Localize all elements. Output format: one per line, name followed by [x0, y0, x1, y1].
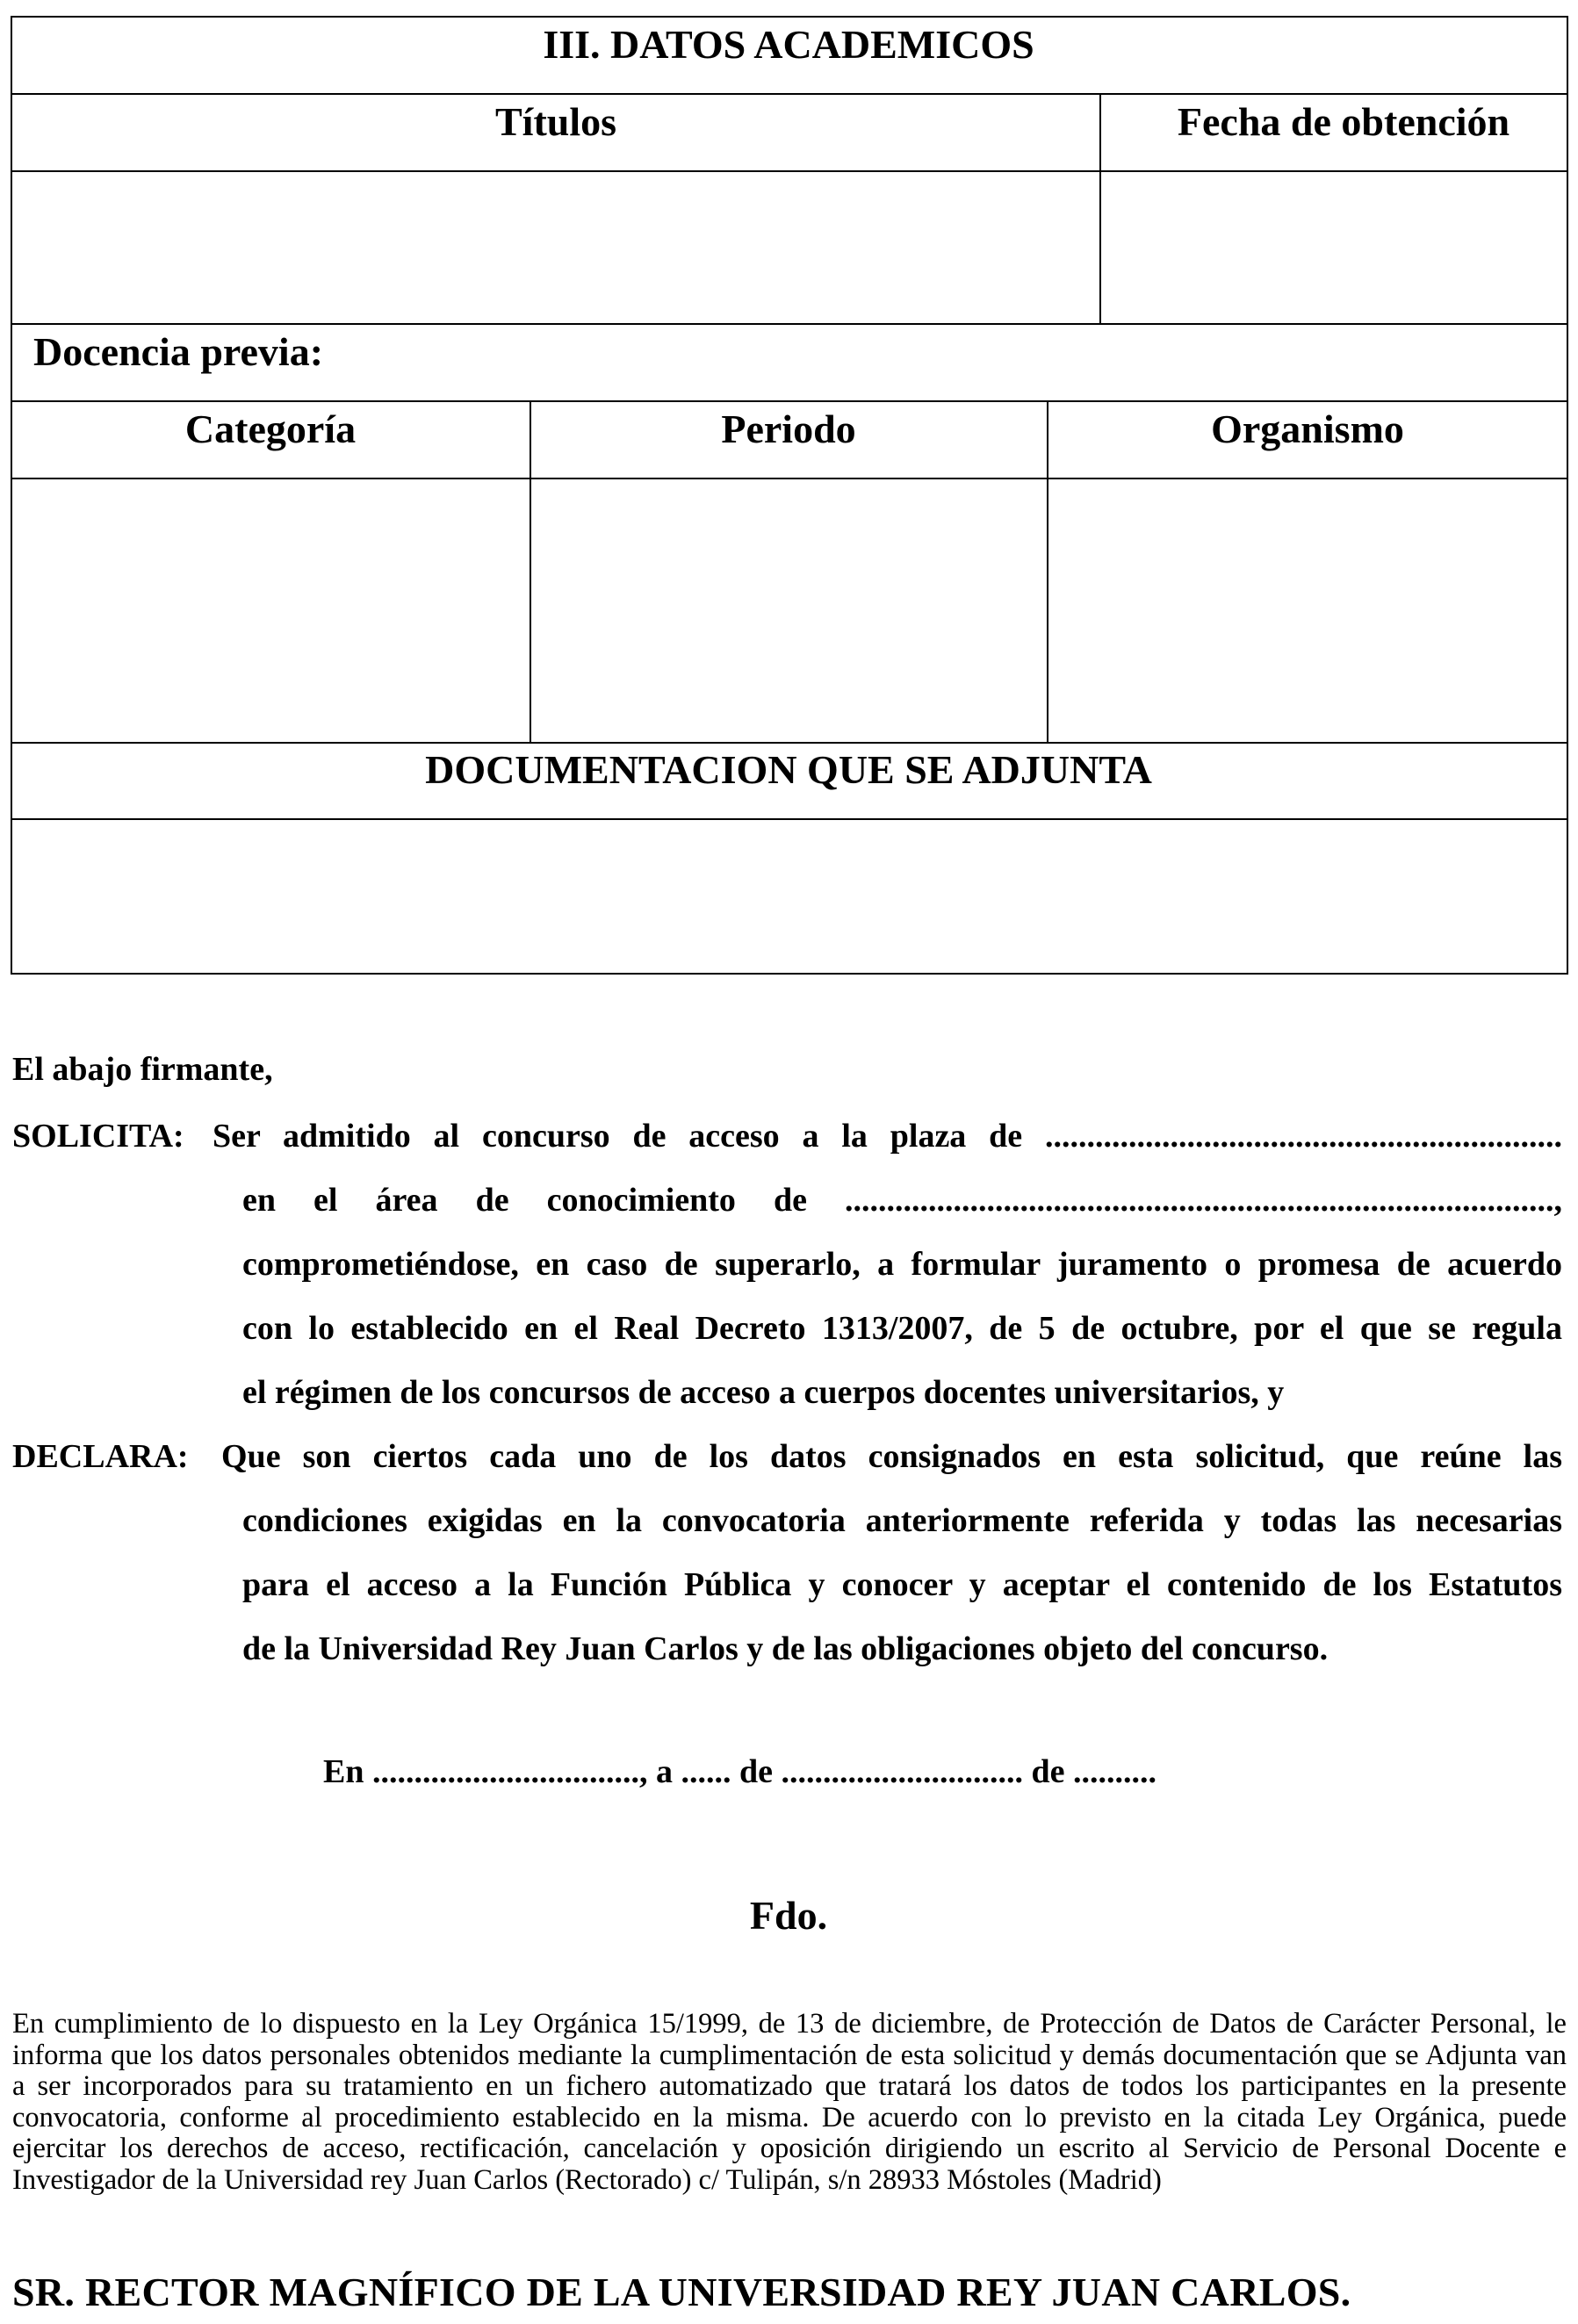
declara-line: para el acceso a la Función Pública y conocer y aceptar el contenido de los Estatutos — [242, 1566, 1562, 1603]
intro-text: El abajo firmante, — [12, 1051, 273, 1088]
documentation-input-cell[interactable] — [12, 820, 1567, 973]
signature-label: Fdo. — [749, 1893, 828, 1938]
solicita-line: con lo establecido en el Real Decreto 1313/2007, de 5 de octubre, por el que se regula — [242, 1310, 1562, 1347]
place-date-line: En ................................, a ...... de ............................. de .......... — [323, 1753, 1156, 1790]
declara-line: condiciones exigidas en la convocatoria anteriormente referida y todas las necesarias — [242, 1502, 1562, 1539]
column-header-periodo: Periodo — [721, 407, 856, 451]
solicita-label: SOLICITA: — [12, 1118, 184, 1155]
table-border-right — [1567, 16, 1568, 975]
categoria-input-cell[interactable] — [12, 479, 530, 742]
fecha-obtencion-input-cell[interactable] — [1101, 172, 1567, 323]
docencia-previa-label: Docencia previa: — [33, 329, 324, 374]
privacy-notice — [12, 2009, 1567, 2196]
documentation-title: DOCUMENTACION QUE SE ADJUNTA — [425, 747, 1152, 792]
privacy-notice-text: En cumplimiento de lo dispuesto en la Ley Orgánica 15/1999, de 13 de diciembre, de Protección de Datos de Carácter Personal, le informa que los datos personales obtenidos mediante la cumplimentación de esta solicitud y demás documentación que se Adjunta van a ser incorporados para su tratamiento en un fichero automatizado que tratará los datos de todos los participantes en la presente convocatoria, conforme al procedimiento establecido en la misma. De acuerdo con lo previsto en la citada Ley Orgánica, puede ejercitar los derechos de acceso, rectificación, cancelación y oposición dirigiendo un escrito al Servicio de Personal Docente e Investigador de la Universidad rey Juan Carlos (Rectorado) c/ Tulipán, s/n 28933 Móstoles (Madrid) — [12, 2008, 1567, 2196]
section-title: III. DATOS ACADEMICOS — [543, 22, 1034, 67]
column-header-fecha-obtencion: Fecha de obtención — [1177, 99, 1510, 144]
column-header-organismo: Organismo — [1211, 407, 1404, 451]
table-border-top — [11, 16, 1568, 18]
table-border-bottom — [11, 973, 1568, 975]
table-divider — [11, 93, 1568, 95]
column-header-categoria: Categoría — [184, 407, 357, 451]
table-divider — [11, 742, 1568, 744]
column-header-titulos: Títulos — [494, 99, 617, 144]
solicita-line: en el área de conocimiento de ....................................................................................., — [242, 1182, 1562, 1219]
periodo-input-cell[interactable] — [531, 479, 1047, 742]
solicita-line: el régimen de los concursos de acceso a cuerpos docentes universitarios, y — [242, 1374, 1285, 1411]
titulos-input-cell[interactable] — [12, 172, 1099, 323]
declara-line: de la Universidad Rey Juan Carlos y de las obligaciones objeto del concurso. — [242, 1630, 1329, 1667]
declara-line: Que son ciertos cada uno de los datos consignados en esta solicitud, que reúne las — [221, 1438, 1562, 1475]
table-divider — [11, 323, 1568, 325]
addressee: SR. RECTOR MAGNÍFICO DE LA UNIVERSIDAD REY JUAN CARLOS. — [12, 2270, 1351, 2314]
table-divider — [11, 400, 1568, 402]
organismo-input-cell[interactable] — [1048, 479, 1567, 742]
solicita-line: Ser admitido al concurso de acceso a la plaza de .............................................................. — [213, 1118, 1562, 1155]
solicita-line: comprometiéndose, en caso de superarlo, a formular juramento o promesa de acuerdo — [242, 1246, 1562, 1283]
declara-label: DECLARA: — [12, 1438, 189, 1475]
